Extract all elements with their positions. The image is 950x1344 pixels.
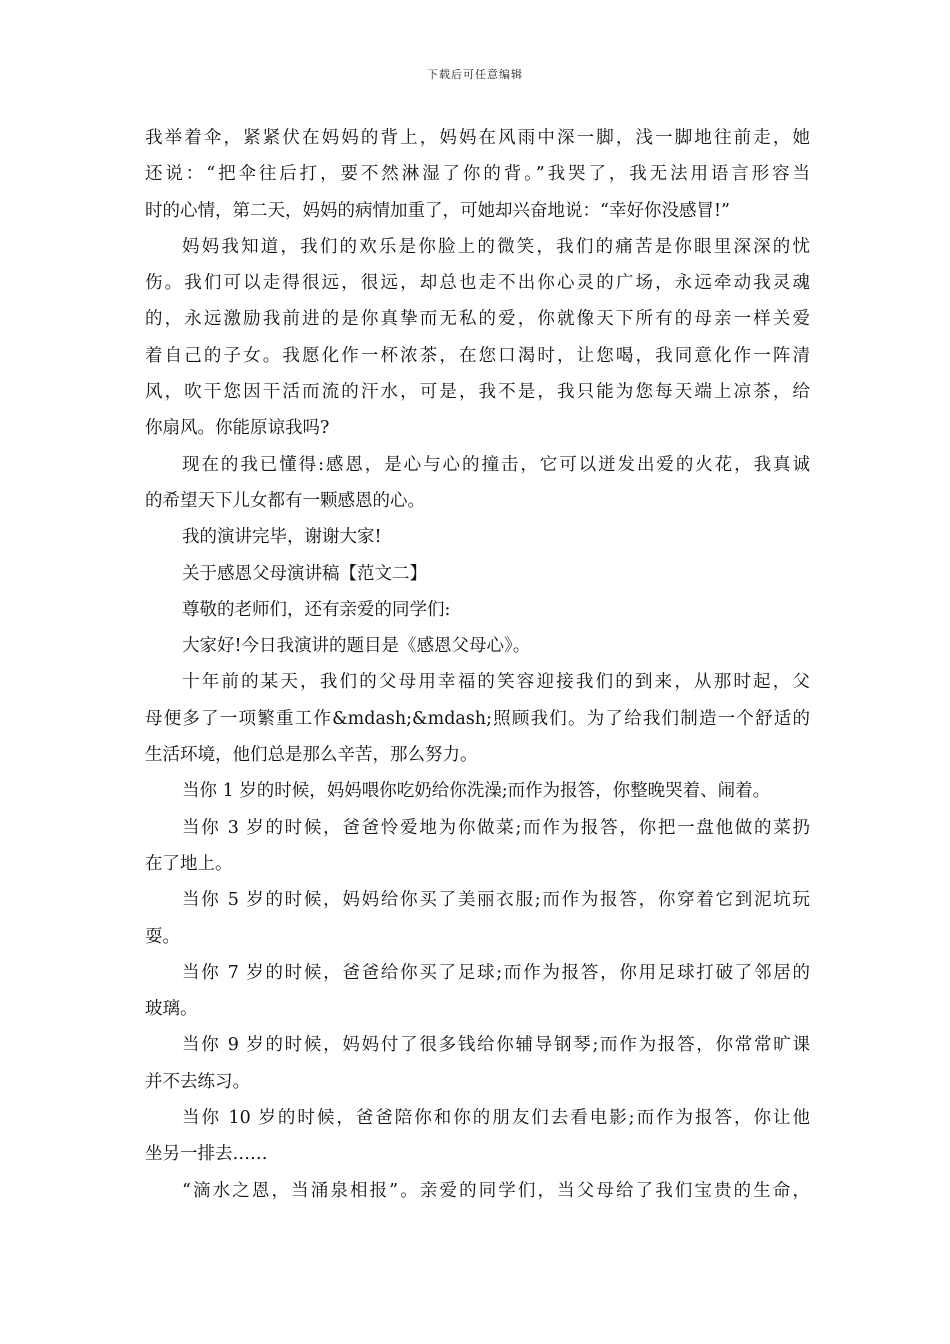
text-line: 大家好!今日我演讲的题目是《感恩父母心》。 xyxy=(182,636,531,657)
page-header: 下载后可任意编辑 xyxy=(427,68,523,81)
text-line: 坐另一排去…… xyxy=(145,1144,268,1165)
text-line: 当你 5 岁的时候，妈妈给你买了美丽衣服;而作为报答，你穿着它到泥坑玩 xyxy=(182,890,810,911)
text-line: 玻璃。 xyxy=(145,999,198,1020)
text-line: 现在的我已懂得:感恩，是心与心的撞击，它可以迸发出爱的火花，我真诚 xyxy=(182,454,810,475)
text-line: “滴水之恩，当涌泉相报”。亲爱的同学们，当父母给了我们宝贵的生命， xyxy=(182,1180,810,1201)
text-line: 我举着伞，紧紧伏在妈妈的背上，妈妈在风雨中深一脚，浅一脚地往前走，她 xyxy=(145,128,810,148)
text-line: 妈妈我知道，我们的欢乐是你脸上的微笑，我们的痛苦是你眼里深深的忧 xyxy=(182,236,810,257)
text-line: 当你 9 岁的时候，妈妈付了很多钱给你辅导钢琴;而作为报答，你常常旷课 xyxy=(182,1035,810,1056)
text-line: 我的演讲完毕，谢谢大家! xyxy=(182,527,382,548)
text-line: 你扇风。你能原谅我吗? xyxy=(145,418,330,439)
document-body xyxy=(145,120,810,1209)
text-line: 母便多了一项繁重工作&mdash;&mdash;照顾我们。为了给我们制造一个舒适的 xyxy=(145,708,810,729)
text-line: 当你 1 岁的时候，妈妈喂你吃奶给你洗澡;而作为报答，你整晚哭着、闹着。 xyxy=(182,781,771,802)
text-line: 耍。 xyxy=(145,926,180,947)
text-line: 当你 7 岁的时候，爸爸给你买了足球;而作为报答，你用足球打破了邻居的 xyxy=(182,962,810,983)
text-line: 伤。我们可以走得很远，很远，却总也走不出你心灵的广场，永远牵动我灵魂 xyxy=(145,273,810,294)
text-line: 的希望天下儿女都有一颗感恩的心。 xyxy=(145,490,425,511)
text-line: 十年前的某天，我们的父母用幸福的笑容迎接我们的到来，从那时起，父 xyxy=(182,672,810,693)
text-line: 当你 3 岁的时候，爸爸怜爱地为你做菜;而作为报答，你把一盘他做的菜扔 xyxy=(182,817,810,838)
text-line: 风，吹干您因干活而流的汗水，可是，我不是，我只能为您每天端上凉茶，给 xyxy=(145,382,810,403)
text-line: 还说：“把伞往后打，要不然淋湿了你的背。”我哭了，我无法用语言形容当 xyxy=(145,164,810,185)
text-line: 在了地上。 xyxy=(145,853,233,874)
text-line: 尊敬的老师们，还有亲爱的同学们: xyxy=(182,599,451,620)
text-line: 并不去练习。 xyxy=(145,1071,250,1092)
text-line: 着自己的子女。我愿化作一杯浓茶，在您口渴时，让您喝，我同意化作一阵清 xyxy=(145,345,810,366)
text-line: 关于感恩父母演讲稿【范文二】 xyxy=(182,563,427,584)
text-line: 生活环境，他们总是那么辛苦，那么努力。 xyxy=(145,745,478,766)
text-line: 的，永远激励我前进的是你真挚而无私的爱，你就像天下所有的母亲一样关爱 xyxy=(145,309,810,330)
text-line: 当你 10 岁的时候，爸爸陪你和你的朋友们去看电影;而作为报答，你让他 xyxy=(182,1108,810,1129)
text-line: 时的心情，第二天，妈妈的病情加重了，可她却兴奋地说：“幸好你没感冒!” xyxy=(145,200,730,221)
